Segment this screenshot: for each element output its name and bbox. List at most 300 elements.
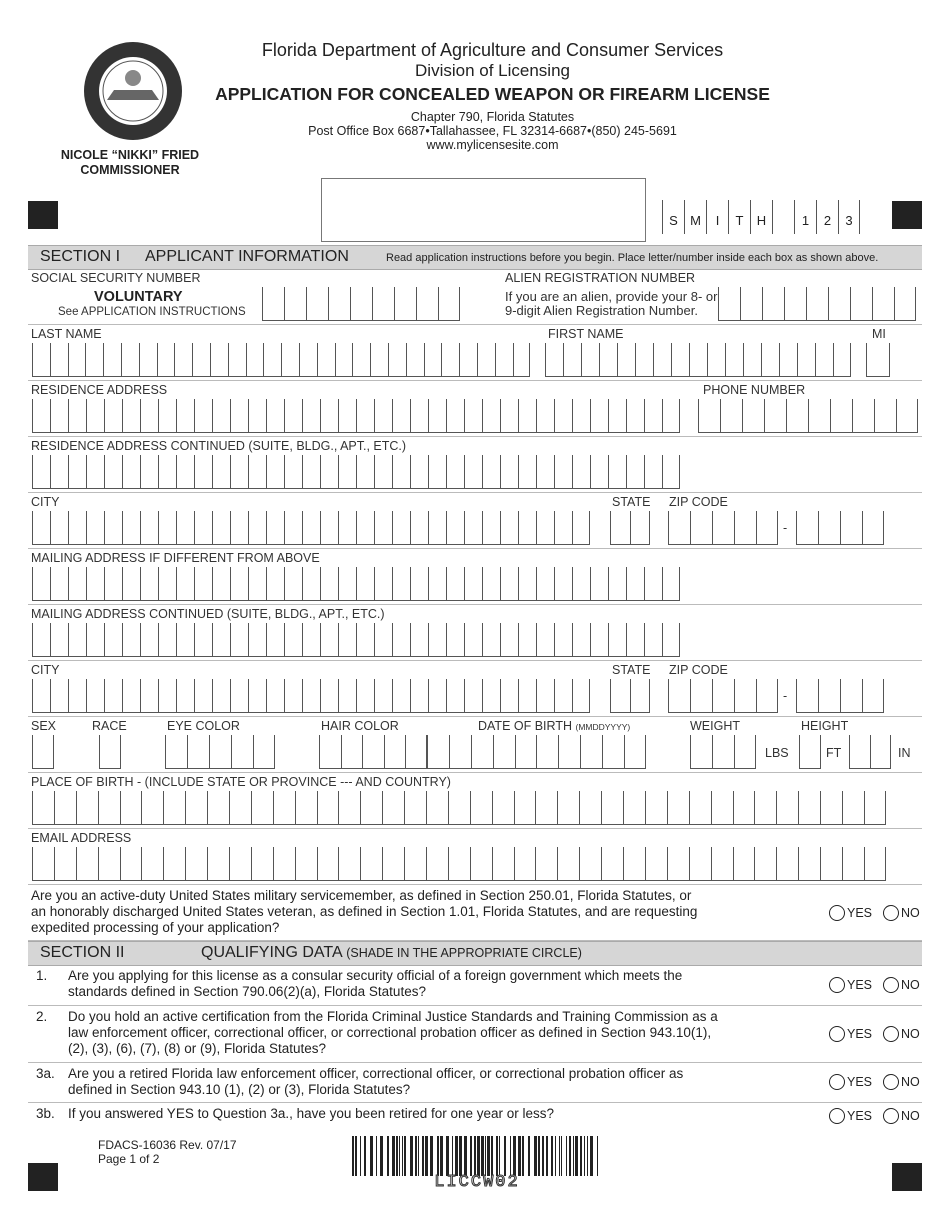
alien-number-input[interactable] xyxy=(718,287,916,321)
char-box[interactable] xyxy=(602,735,624,769)
last-name-input[interactable] xyxy=(32,343,530,377)
char-box[interactable] xyxy=(76,791,98,825)
char-box[interactable] xyxy=(176,455,194,489)
char-box[interactable] xyxy=(545,343,563,377)
char-box[interactable] xyxy=(392,399,410,433)
char-box[interactable] xyxy=(372,287,394,321)
char-box[interactable] xyxy=(248,455,266,489)
char-box[interactable] xyxy=(104,455,122,489)
char-box[interactable] xyxy=(338,679,356,713)
char-box[interactable] xyxy=(626,567,644,601)
char-box[interactable] xyxy=(818,511,840,545)
char-box[interactable] xyxy=(284,679,302,713)
char-box[interactable] xyxy=(874,399,896,433)
char-box[interactable] xyxy=(635,343,653,377)
char-box[interactable] xyxy=(139,343,157,377)
char-box[interactable] xyxy=(356,511,374,545)
char-box[interactable] xyxy=(374,455,392,489)
char-box[interactable] xyxy=(68,511,86,545)
char-box[interactable] xyxy=(374,399,392,433)
zip-input[interactable] xyxy=(668,511,778,545)
first-name-input[interactable] xyxy=(545,343,851,377)
char-box[interactable] xyxy=(362,735,384,769)
char-box[interactable] xyxy=(302,511,320,545)
char-box[interactable] xyxy=(194,455,212,489)
char-box[interactable] xyxy=(187,735,209,769)
char-box[interactable] xyxy=(711,791,733,825)
char-box[interactable] xyxy=(424,343,442,377)
height-in-input[interactable] xyxy=(849,735,891,769)
char-box[interactable] xyxy=(866,343,890,377)
char-box[interactable] xyxy=(251,791,273,825)
char-box[interactable] xyxy=(50,567,68,601)
char-box[interactable] xyxy=(335,343,353,377)
char-box[interactable] xyxy=(428,679,446,713)
char-box[interactable] xyxy=(438,287,460,321)
zip-ext-input[interactable] xyxy=(796,511,884,545)
char-box[interactable] xyxy=(689,343,707,377)
char-box[interactable] xyxy=(820,847,842,881)
char-box[interactable] xyxy=(248,511,266,545)
char-box[interactable] xyxy=(302,567,320,601)
residence-cont-input[interactable] xyxy=(32,455,680,489)
char-box[interactable] xyxy=(536,735,558,769)
char-box[interactable] xyxy=(689,791,711,825)
char-box[interactable] xyxy=(273,847,295,881)
char-box[interactable] xyxy=(98,791,120,825)
char-box[interactable] xyxy=(382,791,404,825)
char-box[interactable] xyxy=(212,679,230,713)
char-box[interactable] xyxy=(194,623,212,657)
char-box[interactable] xyxy=(32,567,50,601)
char-box[interactable] xyxy=(667,847,689,881)
char-box[interactable] xyxy=(338,623,356,657)
char-box[interactable] xyxy=(210,343,228,377)
email-input[interactable] xyxy=(32,847,886,881)
char-box[interactable] xyxy=(317,847,339,881)
char-box[interactable] xyxy=(623,791,645,825)
char-box[interactable] xyxy=(248,399,266,433)
char-box[interactable] xyxy=(356,679,374,713)
char-box[interactable] xyxy=(608,399,626,433)
char-box[interactable] xyxy=(554,399,572,433)
char-box[interactable] xyxy=(410,567,428,601)
char-box[interactable] xyxy=(266,399,284,433)
char-box[interactable] xyxy=(733,847,755,881)
char-box[interactable] xyxy=(68,567,86,601)
char-box[interactable] xyxy=(500,511,518,545)
char-box[interactable] xyxy=(776,791,798,825)
char-box[interactable] xyxy=(228,343,246,377)
char-box[interactable] xyxy=(163,791,185,825)
char-box[interactable] xyxy=(645,847,667,881)
char-box[interactable] xyxy=(104,679,122,713)
char-box[interactable] xyxy=(799,735,821,769)
char-box[interactable] xyxy=(513,343,531,377)
mailing-zip-input[interactable] xyxy=(668,679,778,713)
char-box[interactable] xyxy=(797,343,815,377)
website-link[interactable]: www.mylicensesite.com xyxy=(426,138,559,152)
char-box[interactable] xyxy=(266,511,284,545)
char-box[interactable] xyxy=(870,735,891,769)
char-box[interactable] xyxy=(428,623,446,657)
char-box[interactable] xyxy=(518,455,536,489)
char-box[interactable] xyxy=(404,847,426,881)
char-box[interactable] xyxy=(572,511,590,545)
char-box[interactable] xyxy=(842,847,864,881)
char-box[interactable] xyxy=(50,511,68,545)
char-box[interactable] xyxy=(482,679,500,713)
char-box[interactable] xyxy=(864,847,886,881)
char-box[interactable] xyxy=(862,679,884,713)
char-box[interactable] xyxy=(246,343,264,377)
char-box[interactable] xyxy=(230,511,248,545)
question-no-radio[interactable] xyxy=(883,977,920,993)
char-box[interactable] xyxy=(712,679,734,713)
char-box[interactable] xyxy=(410,455,428,489)
race-input[interactable] xyxy=(99,735,121,769)
char-box[interactable] xyxy=(668,679,690,713)
char-box[interactable] xyxy=(428,567,446,601)
char-box[interactable] xyxy=(194,567,212,601)
char-box[interactable] xyxy=(262,287,284,321)
char-box[interactable] xyxy=(581,343,599,377)
char-box[interactable] xyxy=(806,287,828,321)
char-box[interactable] xyxy=(299,343,317,377)
char-box[interactable] xyxy=(535,791,557,825)
char-box[interactable] xyxy=(374,567,392,601)
char-box[interactable] xyxy=(464,455,482,489)
char-box[interactable] xyxy=(103,343,121,377)
char-box[interactable] xyxy=(464,399,482,433)
char-box[interactable] xyxy=(518,511,536,545)
char-box[interactable] xyxy=(500,623,518,657)
char-box[interactable] xyxy=(328,287,350,321)
char-box[interactable] xyxy=(711,847,733,881)
char-box[interactable] xyxy=(644,567,662,601)
char-box[interactable] xyxy=(121,343,139,377)
char-box[interactable] xyxy=(410,623,428,657)
char-box[interactable] xyxy=(492,847,514,881)
char-box[interactable] xyxy=(192,343,210,377)
char-box[interactable] xyxy=(266,623,284,657)
char-box[interactable] xyxy=(590,567,608,601)
military-no-radio[interactable] xyxy=(883,905,920,921)
char-box[interactable] xyxy=(668,511,690,545)
char-box[interactable] xyxy=(850,287,872,321)
question-no-radio[interactable] xyxy=(883,1026,920,1042)
char-box[interactable] xyxy=(786,399,808,433)
char-box[interactable] xyxy=(50,399,68,433)
char-box[interactable] xyxy=(740,287,762,321)
char-box[interactable] xyxy=(818,679,840,713)
char-box[interactable] xyxy=(54,791,76,825)
char-box[interactable] xyxy=(662,567,680,601)
char-box[interactable] xyxy=(165,735,187,769)
char-box[interactable] xyxy=(194,511,212,545)
char-box[interactable] xyxy=(104,623,122,657)
char-box[interactable] xyxy=(54,847,76,881)
char-box[interactable] xyxy=(830,399,852,433)
char-box[interactable] xyxy=(176,623,194,657)
char-box[interactable] xyxy=(662,623,680,657)
char-box[interactable] xyxy=(667,791,689,825)
char-box[interactable] xyxy=(798,791,820,825)
char-box[interactable] xyxy=(690,511,712,545)
char-box[interactable] xyxy=(572,399,590,433)
char-box[interactable] xyxy=(122,679,140,713)
char-box[interactable] xyxy=(50,343,68,377)
char-box[interactable] xyxy=(448,847,470,881)
char-box[interactable] xyxy=(141,791,163,825)
place-of-birth-input[interactable] xyxy=(32,791,886,825)
char-box[interactable] xyxy=(360,791,382,825)
char-box[interactable] xyxy=(872,287,894,321)
char-box[interactable] xyxy=(229,847,251,881)
char-box[interactable] xyxy=(319,735,341,769)
question-yes-radio[interactable] xyxy=(829,1026,872,1042)
char-box[interactable] xyxy=(230,455,248,489)
char-box[interactable] xyxy=(141,847,163,881)
char-box[interactable] xyxy=(317,791,339,825)
char-box[interactable] xyxy=(212,623,230,657)
char-box[interactable] xyxy=(610,511,630,545)
char-box[interactable] xyxy=(302,399,320,433)
char-box[interactable] xyxy=(140,567,158,601)
char-box[interactable] xyxy=(374,623,392,657)
char-box[interactable] xyxy=(284,623,302,657)
char-box[interactable] xyxy=(482,623,500,657)
char-box[interactable] xyxy=(626,455,644,489)
char-box[interactable] xyxy=(284,399,302,433)
char-box[interactable] xyxy=(410,511,428,545)
char-box[interactable] xyxy=(416,287,438,321)
char-box[interactable] xyxy=(518,623,536,657)
char-box[interactable] xyxy=(356,399,374,433)
military-yes-radio[interactable] xyxy=(829,905,872,921)
city-input[interactable] xyxy=(32,511,590,545)
char-box[interactable] xyxy=(174,343,192,377)
char-box[interactable] xyxy=(662,399,680,433)
char-box[interactable] xyxy=(266,679,284,713)
char-box[interactable] xyxy=(266,455,284,489)
char-box[interactable] xyxy=(894,287,916,321)
question-yes-radio[interactable] xyxy=(829,977,872,993)
char-box[interactable] xyxy=(231,735,253,769)
char-box[interactable] xyxy=(248,679,266,713)
char-box[interactable] xyxy=(120,847,142,881)
char-box[interactable] xyxy=(338,567,356,601)
char-box[interactable] xyxy=(410,399,428,433)
char-box[interactable] xyxy=(554,511,572,545)
char-box[interactable] xyxy=(320,567,338,601)
char-box[interactable] xyxy=(482,455,500,489)
char-box[interactable] xyxy=(536,623,554,657)
char-box[interactable] xyxy=(833,343,851,377)
char-box[interactable] xyxy=(536,567,554,601)
char-box[interactable] xyxy=(122,455,140,489)
char-box[interactable] xyxy=(554,455,572,489)
char-box[interactable] xyxy=(388,343,406,377)
char-box[interactable] xyxy=(492,791,514,825)
char-box[interactable] xyxy=(284,567,302,601)
char-box[interactable] xyxy=(482,567,500,601)
char-box[interactable] xyxy=(394,287,416,321)
char-box[interactable] xyxy=(157,343,175,377)
char-box[interactable] xyxy=(808,399,830,433)
question-no-radio[interactable] xyxy=(883,1108,920,1124)
char-box[interactable] xyxy=(281,343,299,377)
char-box[interactable] xyxy=(446,623,464,657)
char-box[interactable] xyxy=(734,679,756,713)
char-box[interactable] xyxy=(263,343,281,377)
char-box[interactable] xyxy=(446,399,464,433)
char-box[interactable] xyxy=(229,791,251,825)
char-box[interactable] xyxy=(761,343,779,377)
char-box[interactable] xyxy=(518,679,536,713)
char-box[interactable] xyxy=(302,623,320,657)
char-box[interactable] xyxy=(630,679,650,713)
char-box[interactable] xyxy=(352,343,370,377)
char-box[interactable] xyxy=(449,735,471,769)
char-box[interactable] xyxy=(140,455,158,489)
char-box[interactable] xyxy=(624,735,646,769)
char-box[interactable] xyxy=(122,623,140,657)
char-box[interactable] xyxy=(842,791,864,825)
char-box[interactable] xyxy=(32,679,50,713)
char-box[interactable] xyxy=(176,399,194,433)
char-box[interactable] xyxy=(862,511,884,545)
char-box[interactable] xyxy=(209,735,231,769)
char-box[interactable] xyxy=(536,399,554,433)
char-box[interactable] xyxy=(158,399,176,433)
char-box[interactable] xyxy=(428,455,446,489)
char-box[interactable] xyxy=(644,455,662,489)
char-box[interactable] xyxy=(536,455,554,489)
char-box[interactable] xyxy=(374,511,392,545)
char-box[interactable] xyxy=(374,679,392,713)
char-box[interactable] xyxy=(644,399,662,433)
char-box[interactable] xyxy=(163,847,185,881)
char-box[interactable] xyxy=(98,847,120,881)
char-box[interactable] xyxy=(194,399,212,433)
char-box[interactable] xyxy=(99,735,121,769)
char-box[interactable] xyxy=(356,455,374,489)
char-box[interactable] xyxy=(477,343,495,377)
mailing-cont-input[interactable] xyxy=(32,623,680,657)
char-box[interactable] xyxy=(306,287,328,321)
char-box[interactable] xyxy=(756,511,778,545)
char-box[interactable] xyxy=(482,399,500,433)
char-box[interactable] xyxy=(140,399,158,433)
char-box[interactable] xyxy=(384,735,406,769)
char-box[interactable] xyxy=(392,511,410,545)
char-box[interactable] xyxy=(86,679,104,713)
char-box[interactable] xyxy=(779,343,797,377)
char-box[interactable] xyxy=(464,679,482,713)
char-box[interactable] xyxy=(518,399,536,433)
char-box[interactable] xyxy=(554,623,572,657)
char-box[interactable] xyxy=(104,511,122,545)
char-box[interactable] xyxy=(820,791,842,825)
char-box[interactable] xyxy=(459,343,477,377)
char-box[interactable] xyxy=(557,847,579,881)
char-box[interactable] xyxy=(248,623,266,657)
char-box[interactable] xyxy=(554,567,572,601)
char-box[interactable] xyxy=(230,567,248,601)
char-box[interactable] xyxy=(266,567,284,601)
char-box[interactable] xyxy=(608,455,626,489)
char-box[interactable] xyxy=(798,847,820,881)
char-box[interactable] xyxy=(495,343,513,377)
mi-input[interactable] xyxy=(866,343,890,377)
char-box[interactable] xyxy=(104,399,122,433)
char-box[interactable] xyxy=(140,623,158,657)
char-box[interactable] xyxy=(471,735,493,769)
char-box[interactable] xyxy=(392,679,410,713)
char-box[interactable] xyxy=(849,735,870,769)
char-box[interactable] xyxy=(295,791,317,825)
char-box[interactable] xyxy=(446,679,464,713)
char-box[interactable] xyxy=(207,847,229,881)
char-box[interactable] xyxy=(284,455,302,489)
char-box[interactable] xyxy=(446,567,464,601)
char-box[interactable] xyxy=(840,511,862,545)
char-box[interactable] xyxy=(725,343,743,377)
char-box[interactable] xyxy=(653,343,671,377)
char-box[interactable] xyxy=(610,679,630,713)
char-box[interactable] xyxy=(470,791,492,825)
mailing-city-input[interactable] xyxy=(32,679,590,713)
char-box[interactable] xyxy=(840,679,862,713)
char-box[interactable] xyxy=(212,567,230,601)
char-box[interactable] xyxy=(140,511,158,545)
mailing-zip-ext-input[interactable] xyxy=(796,679,884,713)
char-box[interactable] xyxy=(754,847,776,881)
char-box[interactable] xyxy=(248,567,266,601)
char-box[interactable] xyxy=(50,455,68,489)
char-box[interactable] xyxy=(320,623,338,657)
char-box[interactable] xyxy=(743,343,761,377)
char-box[interactable] xyxy=(86,567,104,601)
char-box[interactable] xyxy=(50,623,68,657)
eye-input[interactable] xyxy=(165,735,275,769)
char-box[interactable] xyxy=(32,791,54,825)
char-box[interactable] xyxy=(338,399,356,433)
char-box[interactable] xyxy=(427,735,449,769)
char-box[interactable] xyxy=(212,399,230,433)
char-box[interactable] xyxy=(185,847,207,881)
char-box[interactable] xyxy=(864,791,886,825)
char-box[interactable] xyxy=(284,511,302,545)
char-box[interactable] xyxy=(212,511,230,545)
char-box[interactable] xyxy=(32,623,50,657)
char-box[interactable] xyxy=(284,287,306,321)
char-box[interactable] xyxy=(448,791,470,825)
char-box[interactable] xyxy=(690,735,712,769)
char-box[interactable] xyxy=(572,623,590,657)
question-yes-radio[interactable] xyxy=(829,1108,872,1124)
char-box[interactable] xyxy=(734,735,756,769)
char-box[interactable] xyxy=(446,455,464,489)
char-box[interactable] xyxy=(295,847,317,881)
char-box[interactable] xyxy=(32,847,54,881)
char-box[interactable] xyxy=(85,343,103,377)
char-box[interactable] xyxy=(302,455,320,489)
char-box[interactable] xyxy=(572,455,590,489)
char-box[interactable] xyxy=(756,679,778,713)
char-box[interactable] xyxy=(253,735,275,769)
